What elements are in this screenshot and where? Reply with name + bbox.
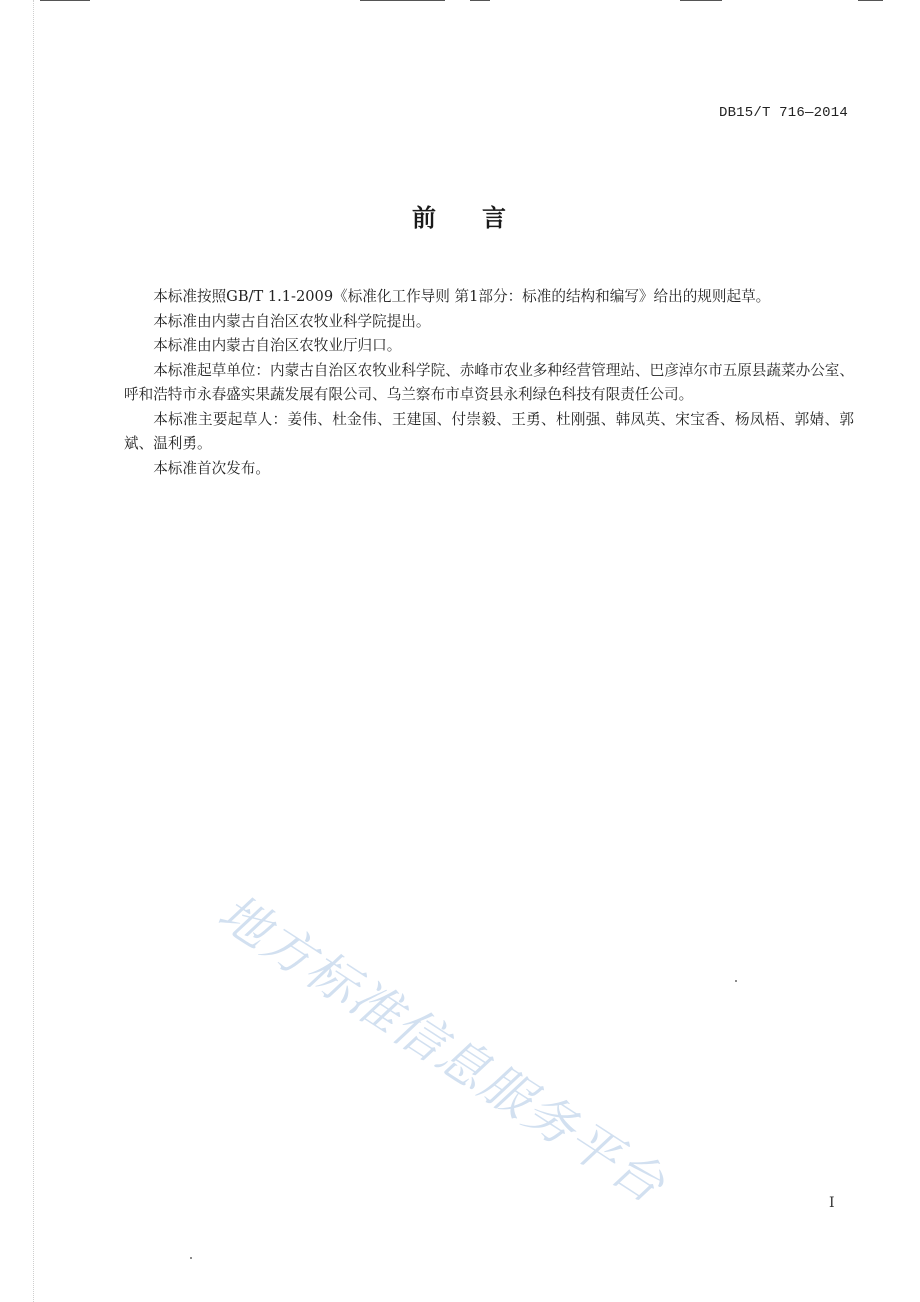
scan-mark xyxy=(40,0,90,1)
page-number: I xyxy=(829,1195,835,1211)
title-char: 前 xyxy=(412,204,438,232)
paragraph-drafters: 本标准主要起草人：姜伟、杜金伟、王建国、付崇毅、王勇、杜刚强、韩凤英、宋宝香、杨凤梧、郭婧、郭斌、温利勇。 xyxy=(124,410,854,452)
paragraph-proposer: 本标准由内蒙古自治区农牧业科学院提出。 xyxy=(153,312,431,330)
scan-speck xyxy=(735,980,737,982)
scan-mark xyxy=(680,0,722,1)
paragraph-drafting-rules: 本标准按照GB/T 1.1-2009《标准化工作导则 第1部分：标准的结构和编写》给出的规则起草。 xyxy=(153,288,771,305)
watermark: 地方标准信息服务平台 xyxy=(208,883,676,1215)
scan-mark xyxy=(858,0,883,1)
scan-speck xyxy=(190,1257,192,1259)
scan-left-edge xyxy=(33,0,34,1302)
paragraph-first-release: 本标准首次发布。 xyxy=(153,459,270,477)
document-code: DB15/T 716—2014 xyxy=(718,105,848,121)
title-char: 言 xyxy=(482,204,508,232)
paragraph-administrator: 本标准由内蒙古自治区农牧业厅归口。 xyxy=(153,337,402,354)
paragraph-drafting-units: 本标准起草单位：内蒙古自治区农牧业科学院、赤峰市农业多种经营管理站、巴彦淖尔市五原县蔬菜办公室、呼和浩特市永春盛实果蔬发展有限公司、乌兰察布市卓资县永利绿色科技有限责任公司。 xyxy=(124,361,854,403)
foreword-body xyxy=(124,285,854,481)
scan-mark xyxy=(470,0,490,1)
page-title xyxy=(0,198,920,233)
scan-mark xyxy=(360,0,445,1)
